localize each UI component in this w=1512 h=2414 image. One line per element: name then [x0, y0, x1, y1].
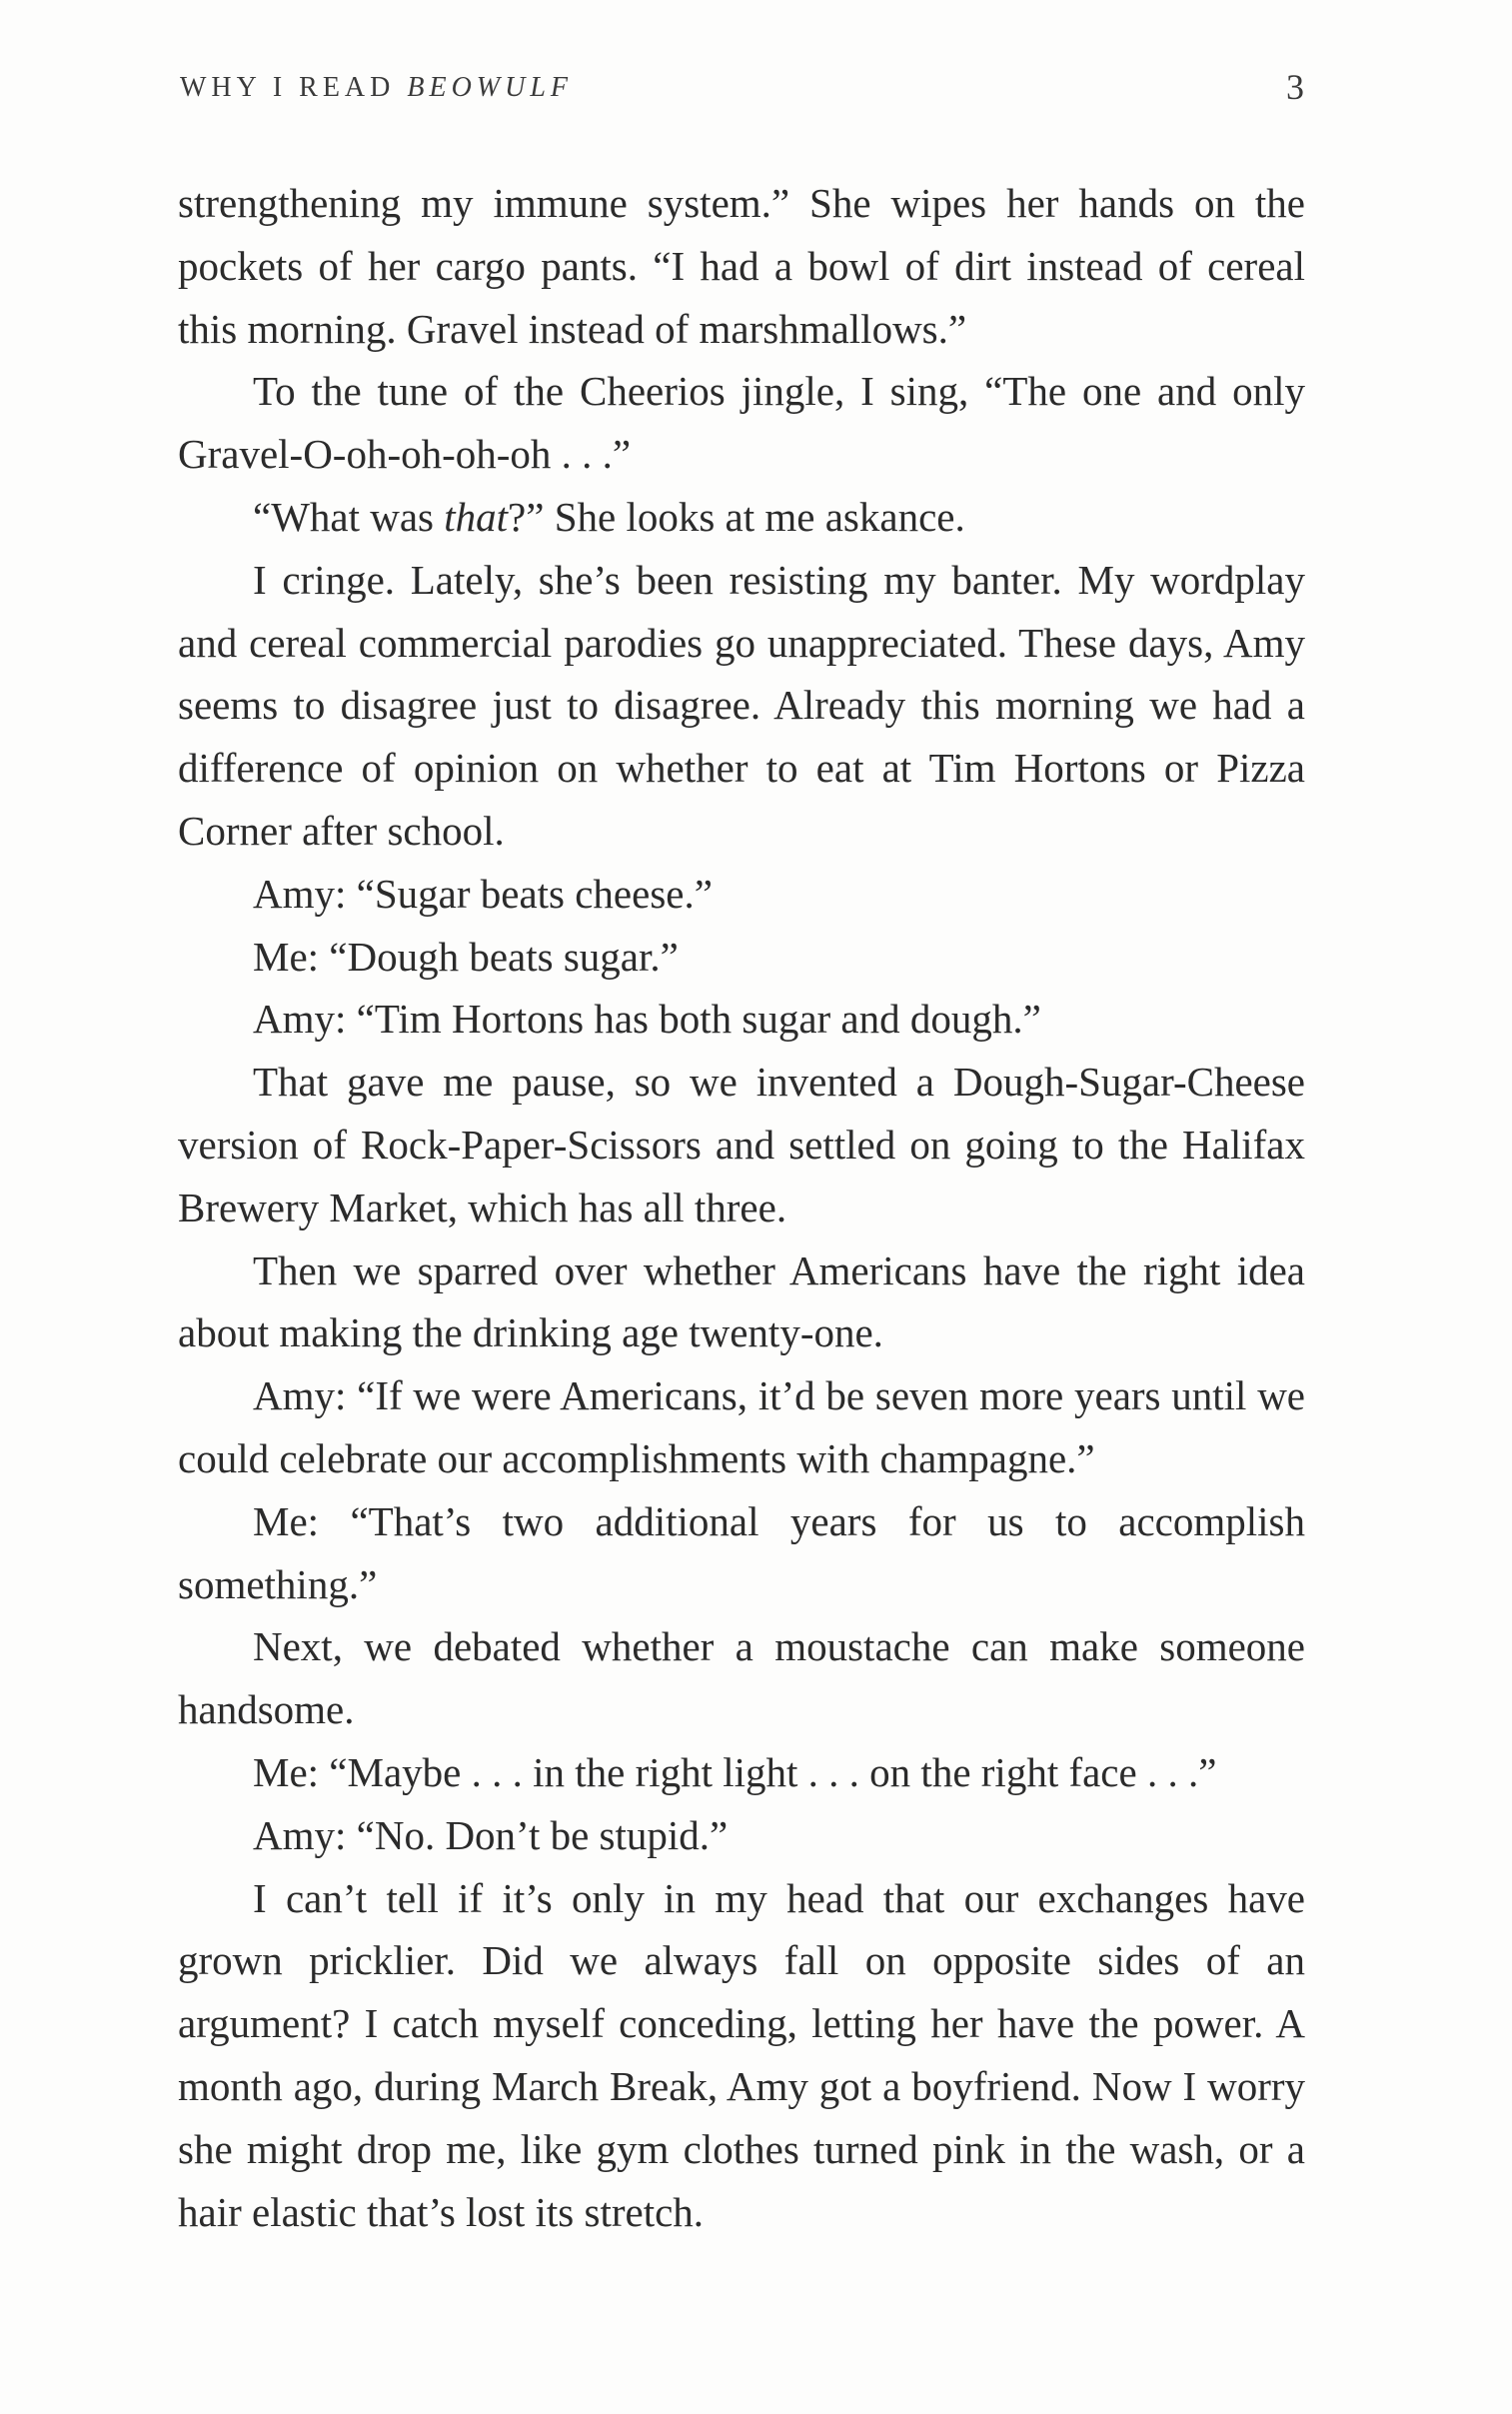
paragraph: To the tune of the Cheerios jingle, I sing, “The one and only Gravel-O-oh-oh-oh-oh . . .”: [178, 368, 1305, 478]
dialogue-line: Amy: “Sugar beats cheese.”: [253, 870, 713, 917]
running-head-italic: BEOWULF: [407, 72, 574, 103]
paragraph: That gave me pause, so we invented a Dough-Sugar-Cheese version of Rock-Paper-Scissors and settled on going to the Halifax Brewery Market, which has all three.: [178, 1059, 1305, 1230]
paragraph: Next, we debated whether a moustache can make someone handsome.: [178, 1623, 1305, 1733]
running-head-title: [180, 72, 573, 104]
paragraph: I can’t tell if it’s only in my head that our exchanges have grown pricklier. Did we always fall on opposite sides of an argument? I catch myself conceding, letting her have the power. A month ago, during March Break, Amy got a boyfriend. Now I worry she might drop me, like gym clothes turned pink in the wash, or a hair elastic that’s lost its stretch.: [178, 1874, 1305, 2235]
dialogue-line: Amy: “No. Don’t be stupid.”: [253, 1811, 729, 1858]
running-head: [180, 67, 1319, 112]
dialogue-line: Me: “Maybe . . . in the right light . . . on the right face . . .”: [253, 1748, 1217, 1795]
paragraph-segment: “What was: [253, 493, 445, 540]
paragraph-segment: ?” She looks at me askance.: [508, 493, 965, 540]
paragraph: I cringe. Lately, she’s been resisting my banter. My wordplay and cereal commercial parodies go unappreciated. These days, Amy seems to disagree just to disagree. Already this morning we had a difference of opinion on whether to eat at Tim Hortons or Pizza Corner after school.: [178, 556, 1305, 854]
dialogue-line: Amy: “If we were Americans, it’d be seven more years until we could celebrate our accomplishments with champagne.”: [178, 1372, 1305, 1481]
paragraph-italic: that: [444, 493, 509, 540]
paragraph: Then we sparred over whether Americans have the right idea about making the drinking age twenty-one.: [178, 1246, 1305, 1356]
body-text: [178, 172, 1305, 2243]
page-number: 3: [1286, 67, 1304, 107]
dialogue-line: Me: “That’s two additional years for us to accomplish something.”: [178, 1497, 1305, 1607]
running-head-text: WHY I READ: [180, 72, 408, 103]
dialogue-line: Amy: “Tim Hortons has both sugar and dough.”: [253, 996, 1041, 1043]
paragraph-continued: strengthening my immune system.” She wipes her hands on the pockets of her cargo pants. “I had a bowl of dirt instead of cereal this morning. Gravel instead of marshmallows.”: [178, 180, 1305, 352]
dialogue-line: Me: “Dough beats sugar.”: [253, 933, 679, 980]
paragraph: [178, 486, 1305, 549]
